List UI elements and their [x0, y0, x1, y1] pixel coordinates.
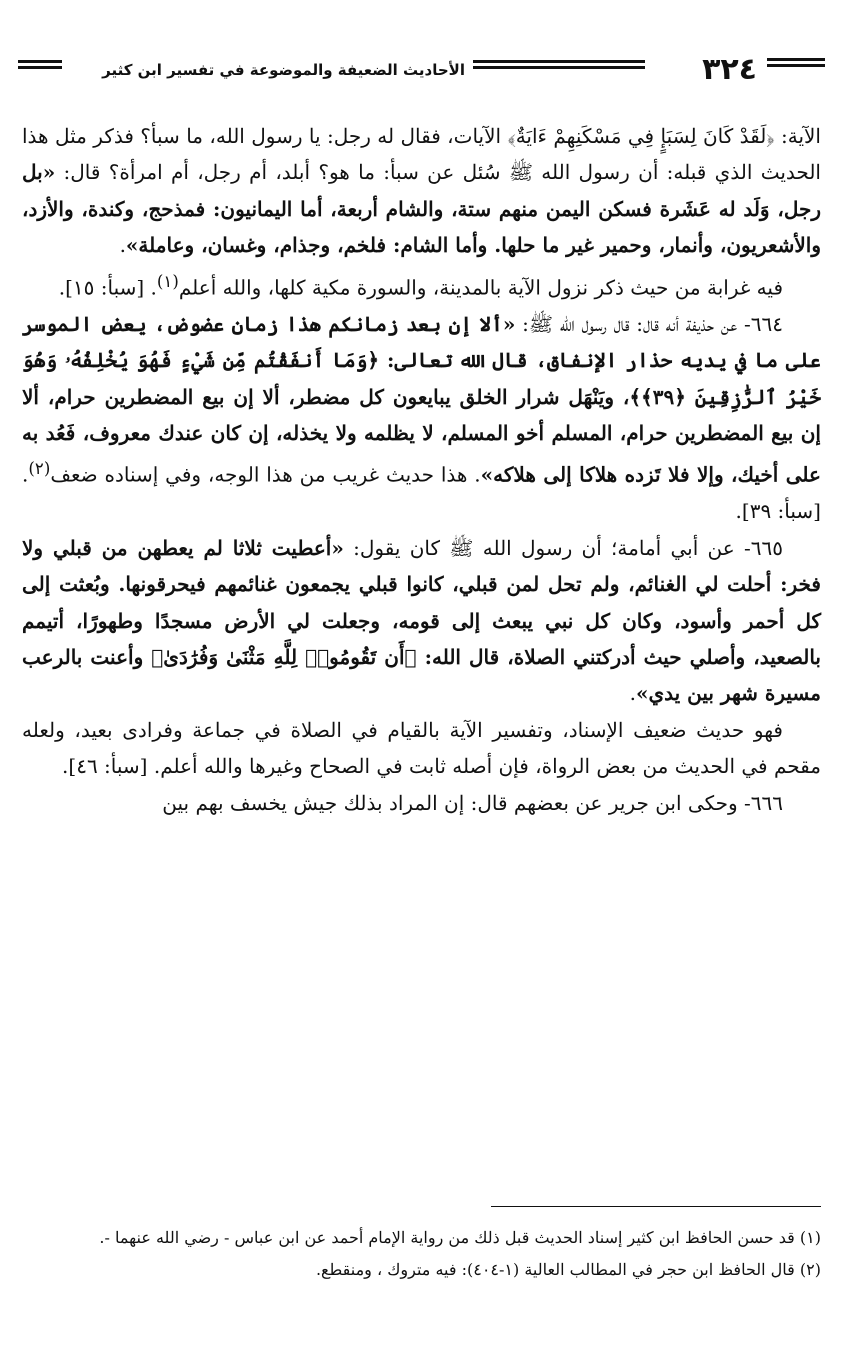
- header-rule-left: [18, 60, 62, 69]
- verse-reference: . [سبأ: ٣٩].: [22, 462, 821, 524]
- paragraph-text: .: [629, 681, 636, 706]
- footnote-marker[interactable]: (٢): [28, 459, 51, 479]
- page-header: [18, 50, 825, 90]
- header-rule-middle: [473, 60, 645, 69]
- hadith-664: [22, 306, 821, 530]
- paragraph-commentary-1: [22, 264, 821, 306]
- hadith-quote: «ألا إن بعد زمانكم هذا زمان عضوض، يعض الموسر على ما في يديه حذار الإنفاق، قال الله تعالى: ﴿وَمَا أَنفَقْتُم مِّن شَيْءٍ فَهُوَ يُخْلِفُهُۥ وَهُوَ خَيْرُ ٱلرَّٰزِقِينَ ﴿٣٩﴾﴾، ويَنْهَل شرار الخلق يبايعون كل مضطر، ألا إن بيع المضطرين حرام، ألا إن بيع المضطرين حرام، المسلم أخو المسلم، لا يظلمه ولا يخذله، إن كان عندك معروف، فَعُد به على أخيك، وإلا فلا تَزده هلاكا إلى هلاكه»: [22, 311, 821, 487]
- page-number: ٣٢٤: [702, 52, 757, 87]
- paragraph-text: فيه غرابة من حيث ذكر نزول الآية بالمدينة، والسورة مكية كلها، والله أعلم: [178, 275, 783, 300]
- paragraph-sheba-hadith: [22, 118, 821, 264]
- paragraph-text: ٦٦٥- عن أبي أمامة؛ أن رسول الله ﷺ كان يقول:: [343, 535, 783, 560]
- paragraph-text: .: [119, 233, 126, 258]
- hadith-666: ٦٦٦- وحكى ابن جرير عن بعضهم قال: إن المراد بذلك جيش يخسف بهم بين: [162, 790, 783, 815]
- footnote-1: (١) قد حسن الحافظ ابن كثير إسناد الحديث قبل ذلك من رواية الإمام أحمد عن ابن عباس - رضي الله عنهما -.: [99, 1228, 821, 1247]
- footnote-marker[interactable]: (١): [156, 271, 179, 291]
- footnote-separator: [491, 1206, 821, 1207]
- header-rule-right: [767, 58, 825, 67]
- hadith-quote: «أعطيت ثلاثا لم يعطهن من قبلي ولا فخر: أحلت لي الغنائم، ولم تحل لمن قبلي، كانوا قبلي يجمعون غنائمهم فيحرقونها. وبُعثت إلى كل أحمر وأسود، وكان كل نبي يبعث إلى قومه، وجعلت لي الأرض مسجدًا وطهورًا، أتيمم بالصعيد، وأصلي حيث أدركتني الصلاة، قال الله: ﴿أَن تَقُومُوا۟ لِلَّهِ مَثْنَىٰ وَفُرَٰدَىٰ﴾ وأعنت بالرعب مسيرة شهر بين يدي»: [22, 535, 821, 706]
- paragraph-text: الآية: ﴿لَقَدْ كَانَ لِسَبَإٍ فِي مَسْكَنِهِمْ ءَايَةٌ﴾ الآيات، فقال له رجل: يا رسول الله، ما سبأ؟ فذكر مثل هذا الحديث الذي قبله: أن رسول الله ﷺ سُئل عن سبأ: ما هو؟ أبلد، أم رجل، أم امرأة؟ قال:: [22, 124, 821, 185]
- verse-reference: . [سبأ: ١٥].: [58, 275, 157, 300]
- footnotes: [22, 1222, 821, 1286]
- hadith-665: [22, 530, 821, 712]
- paragraph-commentary-2: فهو حديث ضعيف الإسناد، وتفسير الآية بالقيام في الصلاة في جماعة وفرادى بعيد، ولعله مقحم في الحديث من بعض الرواة، فإن أصله ثابت في الصحاح وغيرها والله أعلم. [سبأ: ٤٦].: [22, 717, 821, 779]
- running-title: الأحاديث الضعيفة والموضوعة في تفسير ابن كثير: [102, 61, 465, 79]
- footnote-2: (٢) قال الحافظ ابن حجر في المطالب العالية (١-٤٠٤): فيه متروك ، ومنقطع.: [315, 1260, 821, 1279]
- hadith-quote: «بل رجل، وَلَد له عَشَرة فسكن اليمن منهم ستة، والشام أربعة، أما اليمانيون: فمذحج، وكندة، والأزد، والأشعريون، وأنمار، وحمير غير ما حلها. وأما الشام: فلخم، وجذام، وغسان، وعاملة»: [22, 160, 821, 258]
- main-text: [22, 118, 821, 821]
- paragraph-text: . هذا حديث غريب من هذا الوجه، وفي إسناده ضعف: [50, 462, 481, 487]
- paragraph-text: ٦٦٤- عن حذيفة أنه قال: قال رسول الله ﷺ:: [515, 311, 783, 336]
